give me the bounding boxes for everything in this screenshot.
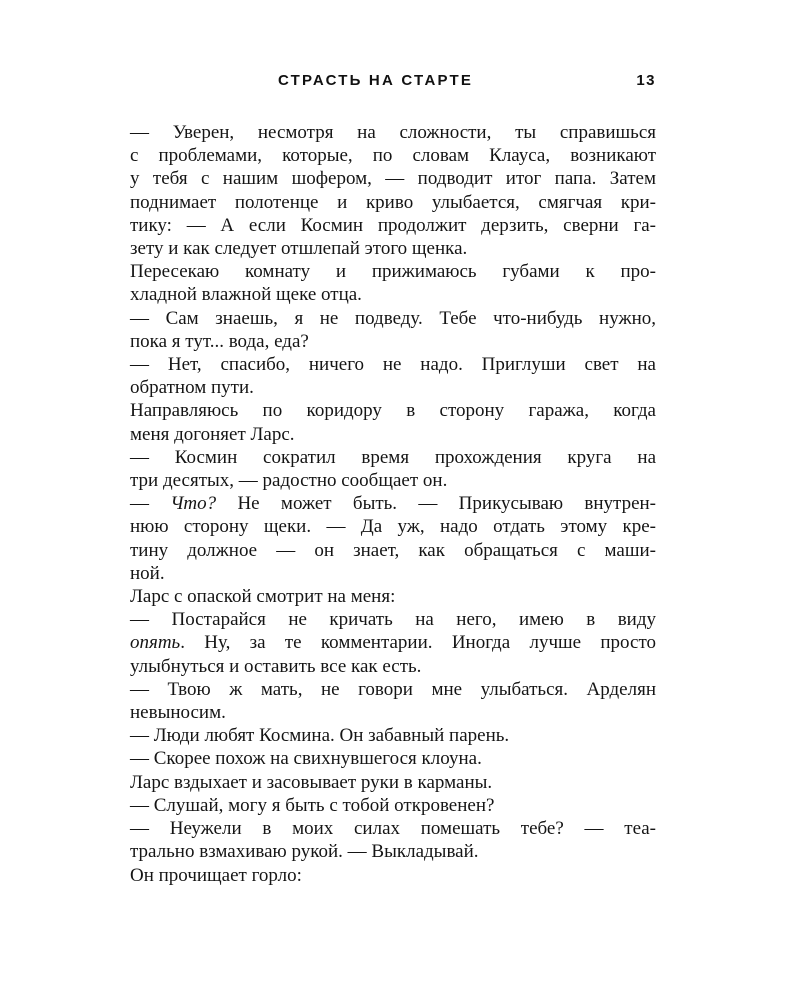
paragraph (130, 864, 656, 887)
paragraph (130, 260, 656, 306)
text-line: — Скорее похож на свихнувшегося клоуна. (130, 748, 482, 770)
paragraph (130, 353, 656, 399)
text-line: — Уверен, несмотря на сложности, ты справишься (130, 122, 656, 143)
text-line: три десятых, — радостно сообщает он. (130, 470, 448, 492)
text-line (130, 492, 656, 515)
text-line: хладной влажной щеке отца. (130, 284, 362, 306)
paragraph (130, 585, 656, 608)
book-title: СТРАСТЬ НА СТАРТЕ (278, 72, 474, 89)
text-line: Он прочищает горло: (130, 864, 302, 886)
paragraph (130, 608, 656, 678)
text-line: с проблемами, которые, по словам Клауса, возникают (130, 145, 656, 167)
text-line: нюю сторону щеки. — Да уж, надо отдать этому кре- (130, 516, 656, 538)
paragraph (130, 724, 656, 747)
text-line: ной. (130, 562, 165, 584)
body-text (130, 121, 656, 887)
paragraph (130, 678, 656, 724)
text-line: Ларс с опаской смотрит на меня: (130, 586, 396, 608)
paragraph (130, 121, 656, 260)
text-line: Пересекаю комнату и прижимаюсь губами к про- (130, 261, 656, 283)
paragraph (130, 399, 656, 445)
text-line: — Постарайся не кричать на него, имею в виду (130, 609, 656, 631)
text-line (130, 631, 656, 654)
italic-word: опять (130, 632, 181, 654)
paragraph (130, 307, 656, 353)
paragraph (130, 817, 656, 863)
text-line: — Сам знаешь, я не подведу. Тебе что-нибудь нужно, (130, 307, 656, 329)
text-line: — Слушай, могу я быть с тобой откровенен? (130, 794, 495, 816)
text-fragment: Не может быть. — Прикусываю внутрен- (216, 493, 656, 515)
paragraph (130, 747, 656, 770)
text-line: невыносим. (130, 702, 226, 724)
text-line: — Космин сократил время прохождения круга на (130, 446, 656, 468)
text-line: — Неужели в моих силах помешать тебе? — теа- (130, 818, 656, 840)
text-line: пока я тут... вода, еда? (130, 330, 309, 352)
text-line: Направляюсь по коридору в сторону гаража, когда (130, 400, 656, 422)
text-line: — Люди любят Космина. Он забавный парень. (130, 725, 510, 747)
paragraph (130, 446, 656, 492)
text-line: тину должное — он знает, как обращаться с маши- (130, 539, 656, 561)
text-line: поднимает полотенце и криво улыбается, смягчая кри- (130, 191, 656, 213)
text-line: зету и как следует отшлепай этого щенка. (130, 238, 468, 260)
text-line: — Нет, спасибо, ничего не надо. Приглуши свет на (130, 354, 656, 376)
paragraph (130, 492, 656, 585)
italic-word: Что? (170, 493, 217, 515)
text-line: улыбнуться и оставить все как есть. (130, 655, 422, 677)
dash: — (130, 493, 171, 515)
text-line: обратном пути. (130, 377, 254, 399)
text-line: трально взмахиваю рукой. — Выкладывай. (130, 841, 479, 863)
text-line: меня догоняет Ларс. (130, 423, 295, 445)
paragraph (130, 794, 656, 817)
text-line: тику: — А если Космин продолжит дерзить, сверни га- (130, 214, 656, 236)
paragraph (130, 771, 656, 794)
running-head (130, 72, 656, 92)
text-line: Ларс вздыхает и засовывает руки в карманы. (130, 771, 493, 793)
page-number: 13 (636, 72, 656, 89)
text-line: у тебя с нашим шофером, — подводит итог папа. Затем (130, 168, 656, 190)
text-fragment: . Ну, за те комментарии. Иногда лучше просто (180, 632, 656, 654)
text-line: — Твою ж мать, не говори мне улыбаться. Арделян (130, 678, 656, 700)
